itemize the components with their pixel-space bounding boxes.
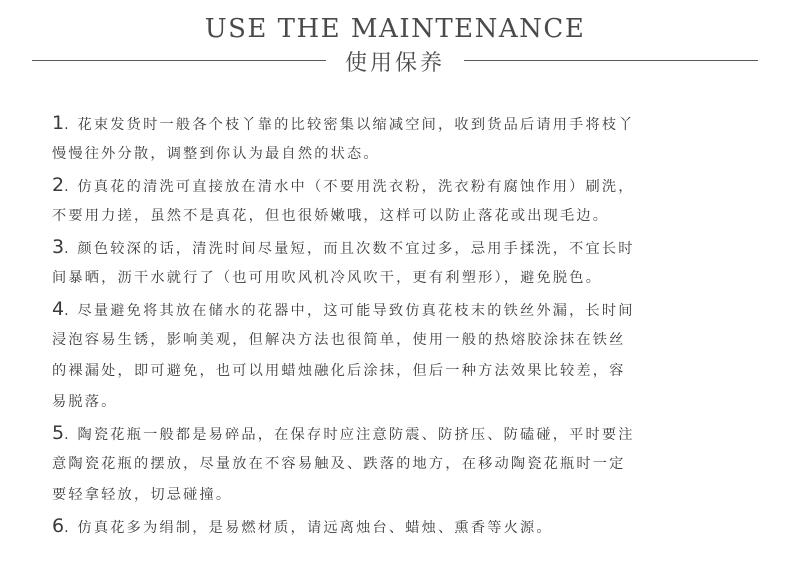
list-item-line: 要轻拿轻放，切忌碰撞。 — [52, 487, 233, 503]
item-text: . 仿真花多为绢制，是易燃材质，请远离烛台、蜡烛、熏香等火源。 — [64, 520, 553, 536]
list-item — [52, 170, 742, 232]
list-item-line: 易脱落。 — [52, 394, 118, 410]
item-number: 5 — [52, 422, 65, 444]
item-text: . 尽量避免将其放在储水的花器中，这可能导致仿真花枝末的铁丝外漏，长时间 — [64, 303, 635, 319]
list-item-line — [52, 170, 742, 201]
page-title-chinese: 使用保养 — [344, 51, 445, 76]
list-item — [52, 108, 742, 170]
title-divider-right — [464, 60, 758, 61]
item-number: 6 — [52, 515, 65, 537]
title-row — [32, 44, 758, 78]
list-item — [52, 511, 742, 542]
list-item-line: 意陶瓷花瓶的摆放，尽量放在不容易触及、跌落的地方，在移动陶瓷花瓶时一定 — [52, 456, 626, 472]
list-item-line: 慢慢往外分散，调整到你认为最自然的状态。 — [52, 146, 380, 162]
list-item — [52, 232, 742, 294]
item-number: 2 — [52, 174, 65, 196]
item-text: . 颜色较深的话，清洗时间尽量短，而且次数不宜过多，忌用手揉洗，不宜长时 — [64, 241, 635, 257]
list-item-line — [52, 108, 742, 139]
list-item — [52, 418, 742, 511]
item-text: . 陶瓷花瓶一般都是易碎品，在保存时应注意防震、防挤压、防磕碰，平时要注 — [64, 427, 635, 443]
item-number: 4 — [52, 298, 65, 320]
list-item-line — [52, 232, 742, 263]
item-number: 3 — [52, 236, 65, 258]
list-item-line: 不要用力搓，虽然不是真花，但也很娇嫩哦，这样可以防止落花或出现毛边。 — [52, 208, 610, 224]
maintenance-list — [52, 108, 742, 542]
list-item-line — [52, 418, 742, 449]
page-title-english: USE THE MAINTENANCE — [204, 14, 586, 44]
list-item-line — [52, 511, 742, 542]
item-text: . 花束发货时一般各个枝丫靠的比较密集以缩减空间，收到货品后请用手将枝丫 — [64, 117, 635, 133]
list-item-line — [52, 294, 742, 325]
item-text: . 仿真花的清洗可直接放在清水中（不要用洗衣粉，洗衣粉有腐蚀作用）刷洗， — [64, 179, 635, 195]
list-item-line: 浸泡容易生锈，影响美观，但解决方法也很简单，使用一般的热熔胶涂抹在铁丝 — [52, 332, 626, 348]
list-item-line: 的裸漏处，即可避免，也可以用蜡烛融化后涂抹，但后一种方法效果比较差，容 — [52, 363, 626, 379]
list-item-line: 间暴晒，沥干水就行了（也可用吹风机冷风吹干，更有利塑形），避免脱色。 — [52, 270, 603, 286]
list-item — [52, 294, 742, 418]
item-number: 1 — [52, 112, 65, 134]
